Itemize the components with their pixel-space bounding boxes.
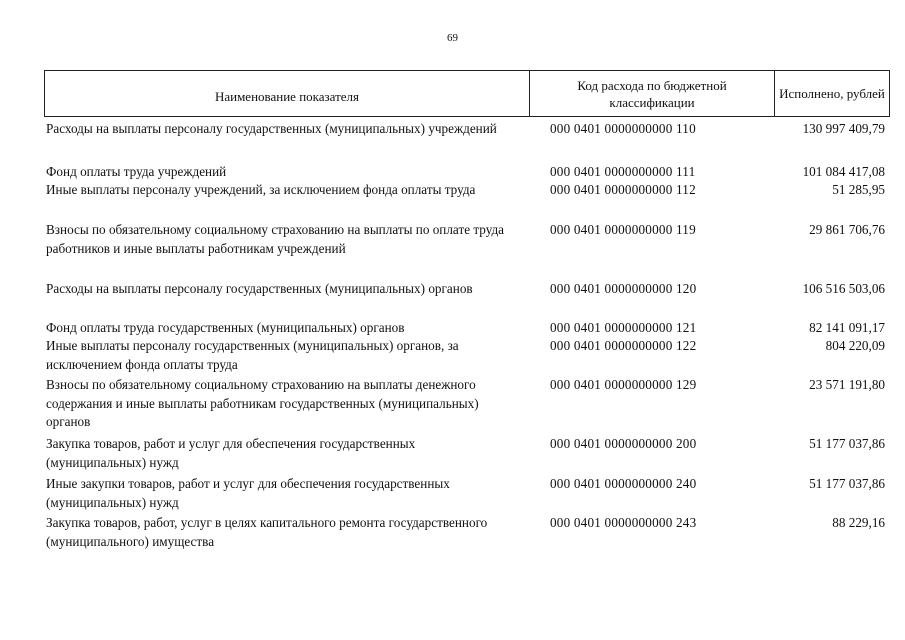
row-amount: 51 177 037,86 (809, 476, 885, 491)
row-code: 000 0401 0000000000 110 (550, 121, 696, 136)
row-code: 000 0401 0000000000 240 (550, 476, 697, 491)
row-name: Фонд оплаты труда учреждений (46, 164, 227, 179)
table-header (44, 70, 890, 117)
row-amount: 82 141 091,17 (809, 320, 885, 335)
row-amount: 804 220,09 (825, 338, 885, 353)
row-code: 000 0401 0000000000 243 (550, 515, 697, 530)
row-name: Взносы по обязательному социальному страхованию на выплаты денежного содержания и иные выплаты работникам государственных (муниципальных) органов (46, 377, 479, 429)
row-amount: 101 084 417,08 (802, 164, 885, 179)
row-code: 000 0401 0000000000 122 (550, 338, 697, 353)
row-amount: 130 997 409,79 (802, 121, 885, 136)
row-amount: 88 229,16 (832, 515, 885, 530)
row-name: Иные закупки товаров, работ и услуг для обеспечения государственных (муниципальных) нужд (46, 476, 450, 510)
row-name: Взносы по обязательному социальному страхованию на выплаты по оплате труда работников и иные выплаты работникам учреждений (46, 222, 505, 256)
row-amount: 51 285,95 (832, 182, 885, 197)
row-amount: 29 861 706,76 (809, 222, 885, 237)
row-code: 000 0401 0000000000 112 (550, 182, 696, 197)
row-code: 000 0401 0000000000 119 (550, 222, 696, 237)
row-name: Расходы на выплаты персоналу государственных (муниципальных) учреждений (46, 121, 497, 136)
row-name: Иные выплаты персоналу учреждений, за исключением фонда оплаты труда (46, 182, 476, 197)
row-code: 000 0401 0000000000 129 (550, 377, 697, 392)
header-code: Код расхода по бюджетной классификации (529, 70, 774, 116)
row-name: Расходы на выплаты персоналу государственных (муниципальных) органов (46, 281, 473, 296)
row-code: 000 0401 0000000000 200 (550, 436, 697, 451)
page-number: 69 (447, 32, 458, 44)
row-amount: 106 516 503,06 (802, 281, 885, 296)
row-name: Иные выплаты персоналу государственных (муниципальных) органов, за исключением фонда оплаты труда (46, 338, 459, 372)
row-amount: 23 571 191,80 (809, 377, 885, 392)
row-name: Закупка товаров, работ и услуг для обеспечения государственных (муниципальных) нужд (46, 436, 416, 470)
row-name: Закупка товаров, работ, услуг в целях капитального ремонта государственного (муниципального) имущества (46, 515, 488, 549)
row-code: 000 0401 0000000000 120 (550, 281, 697, 296)
row-name: Фонд оплаты труда государственных (муниципальных) органов (46, 320, 405, 335)
row-amount: 51 177 037,86 (809, 436, 885, 451)
header-name: Наименование показателя (44, 70, 529, 116)
row-code: 000 0401 0000000000 111 (550, 164, 696, 179)
row-code: 000 0401 0000000000 121 (550, 320, 697, 335)
header-amount: Исполнено, рублей (774, 70, 890, 116)
